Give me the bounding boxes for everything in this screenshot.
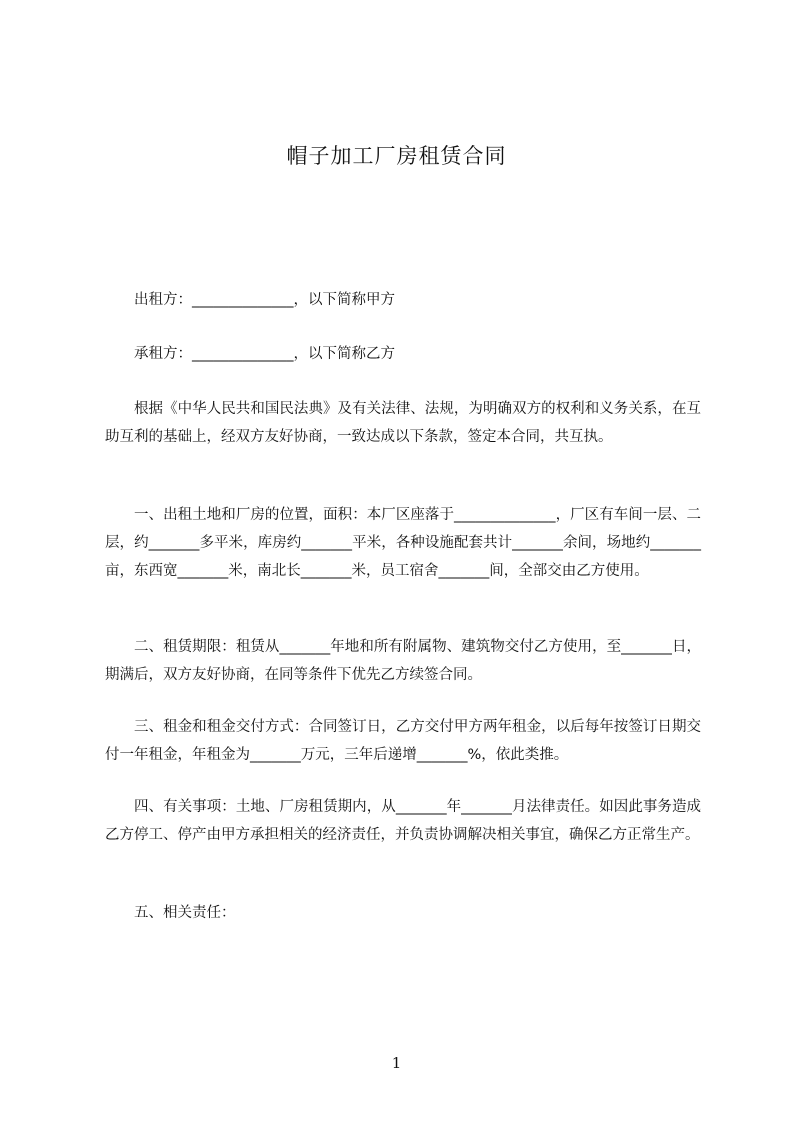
clause-3-paragraph: 三、租金和租金交付方式：合同签订日，乙方交付甲方两年租金，以后每年按签订日期交付一年租金，年租金为_______万元，三年后递增_______%，依此类推。 <box>105 719 701 763</box>
clause-5-heading: 五、相关责任： <box>134 905 236 921</box>
clause-1-paragraph: 一、出租土地和厂房的位置，面积：本厂区座落于______________，厂区有车间一层、二层，约_______多平米，库房约_______平米，各种设施配套共计_______余间，场地约_______亩，东西宽_______米，南北长_______米，员工宿舍_______间，全部交由乙方使用。 <box>105 507 701 579</box>
clause-2-paragraph: 二、租赁期限：租赁从_______年地和所有附属物、建筑物交付乙方使用，至_______日，期满后，双方友好协商，在同等条件下优先乙方续签合同。 <box>105 639 701 683</box>
page-number: 1 <box>391 1054 402 1072</box>
preamble-paragraph: 根据《中华人民共和国民法典》及有关法律、法规，为明确双方的权利和义务关系，在互助互利的基础上，经双方友好协商，一致达成以下条款，签定本合同，共互执。 <box>105 401 701 445</box>
lessee-line: 承租方：______________，以下简称乙方 <box>134 346 395 362</box>
lessor-line: 出租方：______________，以下简称甲方 <box>134 292 395 308</box>
contract-title: 帽子加工厂房租赁合同 <box>286 144 507 168</box>
clause-4-paragraph: 四、有关事项：土地、厂房租赁期内，从_______年_______月法律责任。如因此事务造成乙方停工、停产由甲方承担相关的经济责任，并负责协调解决相关事宜，确保乙方正常生产。 <box>105 799 701 843</box>
